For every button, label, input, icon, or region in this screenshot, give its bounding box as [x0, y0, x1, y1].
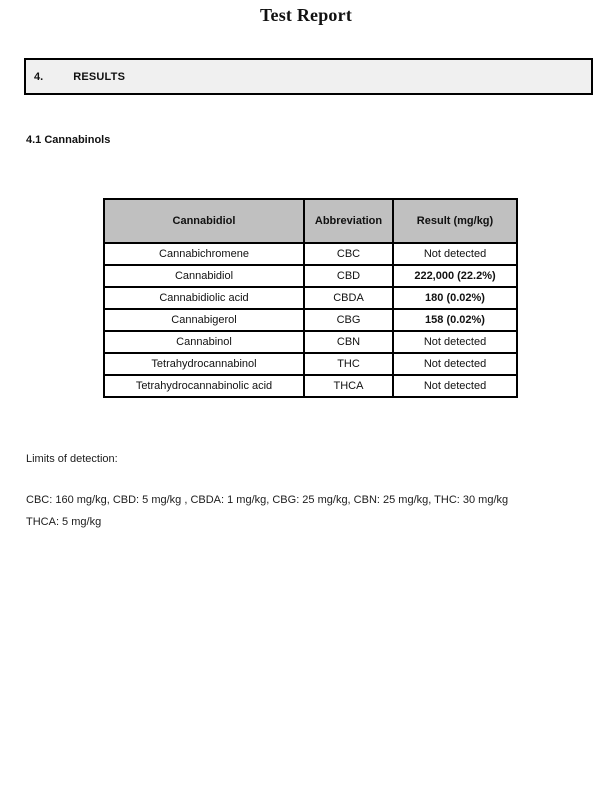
table-row: [104, 331, 517, 353]
compound-name-cell: Tetrahydrocannabinol: [104, 353, 304, 375]
section-number: 4.: [34, 70, 44, 83]
compound-name-cell: Cannabigerol: [104, 309, 304, 331]
subsection-title: 4.1 Cannabinols: [26, 134, 111, 146]
abbreviation-cell: CBC: [304, 243, 393, 265]
abbreviation-cell: THC: [304, 353, 393, 375]
result-cell: Not detected: [393, 331, 517, 353]
compound-name-cell: Cannabidiolic acid: [104, 287, 304, 309]
limits-line-2: THCA: 5 mg/kg: [26, 516, 102, 528]
results-section-heading: [24, 58, 593, 95]
header-cannabidiol: Cannabidiol: [104, 199, 304, 243]
table-row: [104, 309, 517, 331]
table-row: [104, 353, 517, 375]
table-row: [104, 265, 517, 287]
result-cell: Not detected: [393, 375, 517, 397]
abbreviation-cell: CBD: [304, 265, 393, 287]
result-cell: 222,000 (22.2%): [393, 265, 517, 287]
result-cell: 180 (0.02%): [393, 287, 517, 309]
abbreviation-cell: THCA: [304, 375, 393, 397]
table-row: [104, 243, 517, 265]
abbreviation-cell: CBG: [304, 309, 393, 331]
abbreviation-cell: CBN: [304, 331, 393, 353]
compound-name-cell: Cannabinol: [104, 331, 304, 353]
document-title: Test Report: [259, 5, 353, 25]
table-row: [104, 287, 517, 309]
result-cell: Not detected: [393, 243, 517, 265]
compound-name-cell: Cannabidiol: [104, 265, 304, 287]
section-label: RESULTS: [73, 70, 126, 83]
result-cell: Not detected: [393, 353, 517, 375]
header-result: Result (mg/kg): [393, 199, 517, 243]
limits-of-detection-values: [26, 489, 586, 533]
table-header-row: [104, 199, 517, 243]
limits-of-detection-label: Limits of detection:: [26, 453, 118, 465]
compound-name-cell: Tetrahydrocannabinolic acid: [104, 375, 304, 397]
table-row: [104, 375, 517, 397]
cannabinoids-results-table: [103, 198, 518, 398]
limits-line-1: CBC: 160 mg/kg, CBD: 5 mg/kg , CBDA: 1 mg/kg, CBG: 25 mg/kg, CBN: 25 mg/kg, THC: 30 mg/kg: [26, 494, 509, 506]
abbreviation-cell: CBDA: [304, 287, 393, 309]
compound-name-cell: Cannabichromene: [104, 243, 304, 265]
header-abbreviation: Abbreviation: [304, 199, 393, 243]
result-cell: 158 (0.02%): [393, 309, 517, 331]
